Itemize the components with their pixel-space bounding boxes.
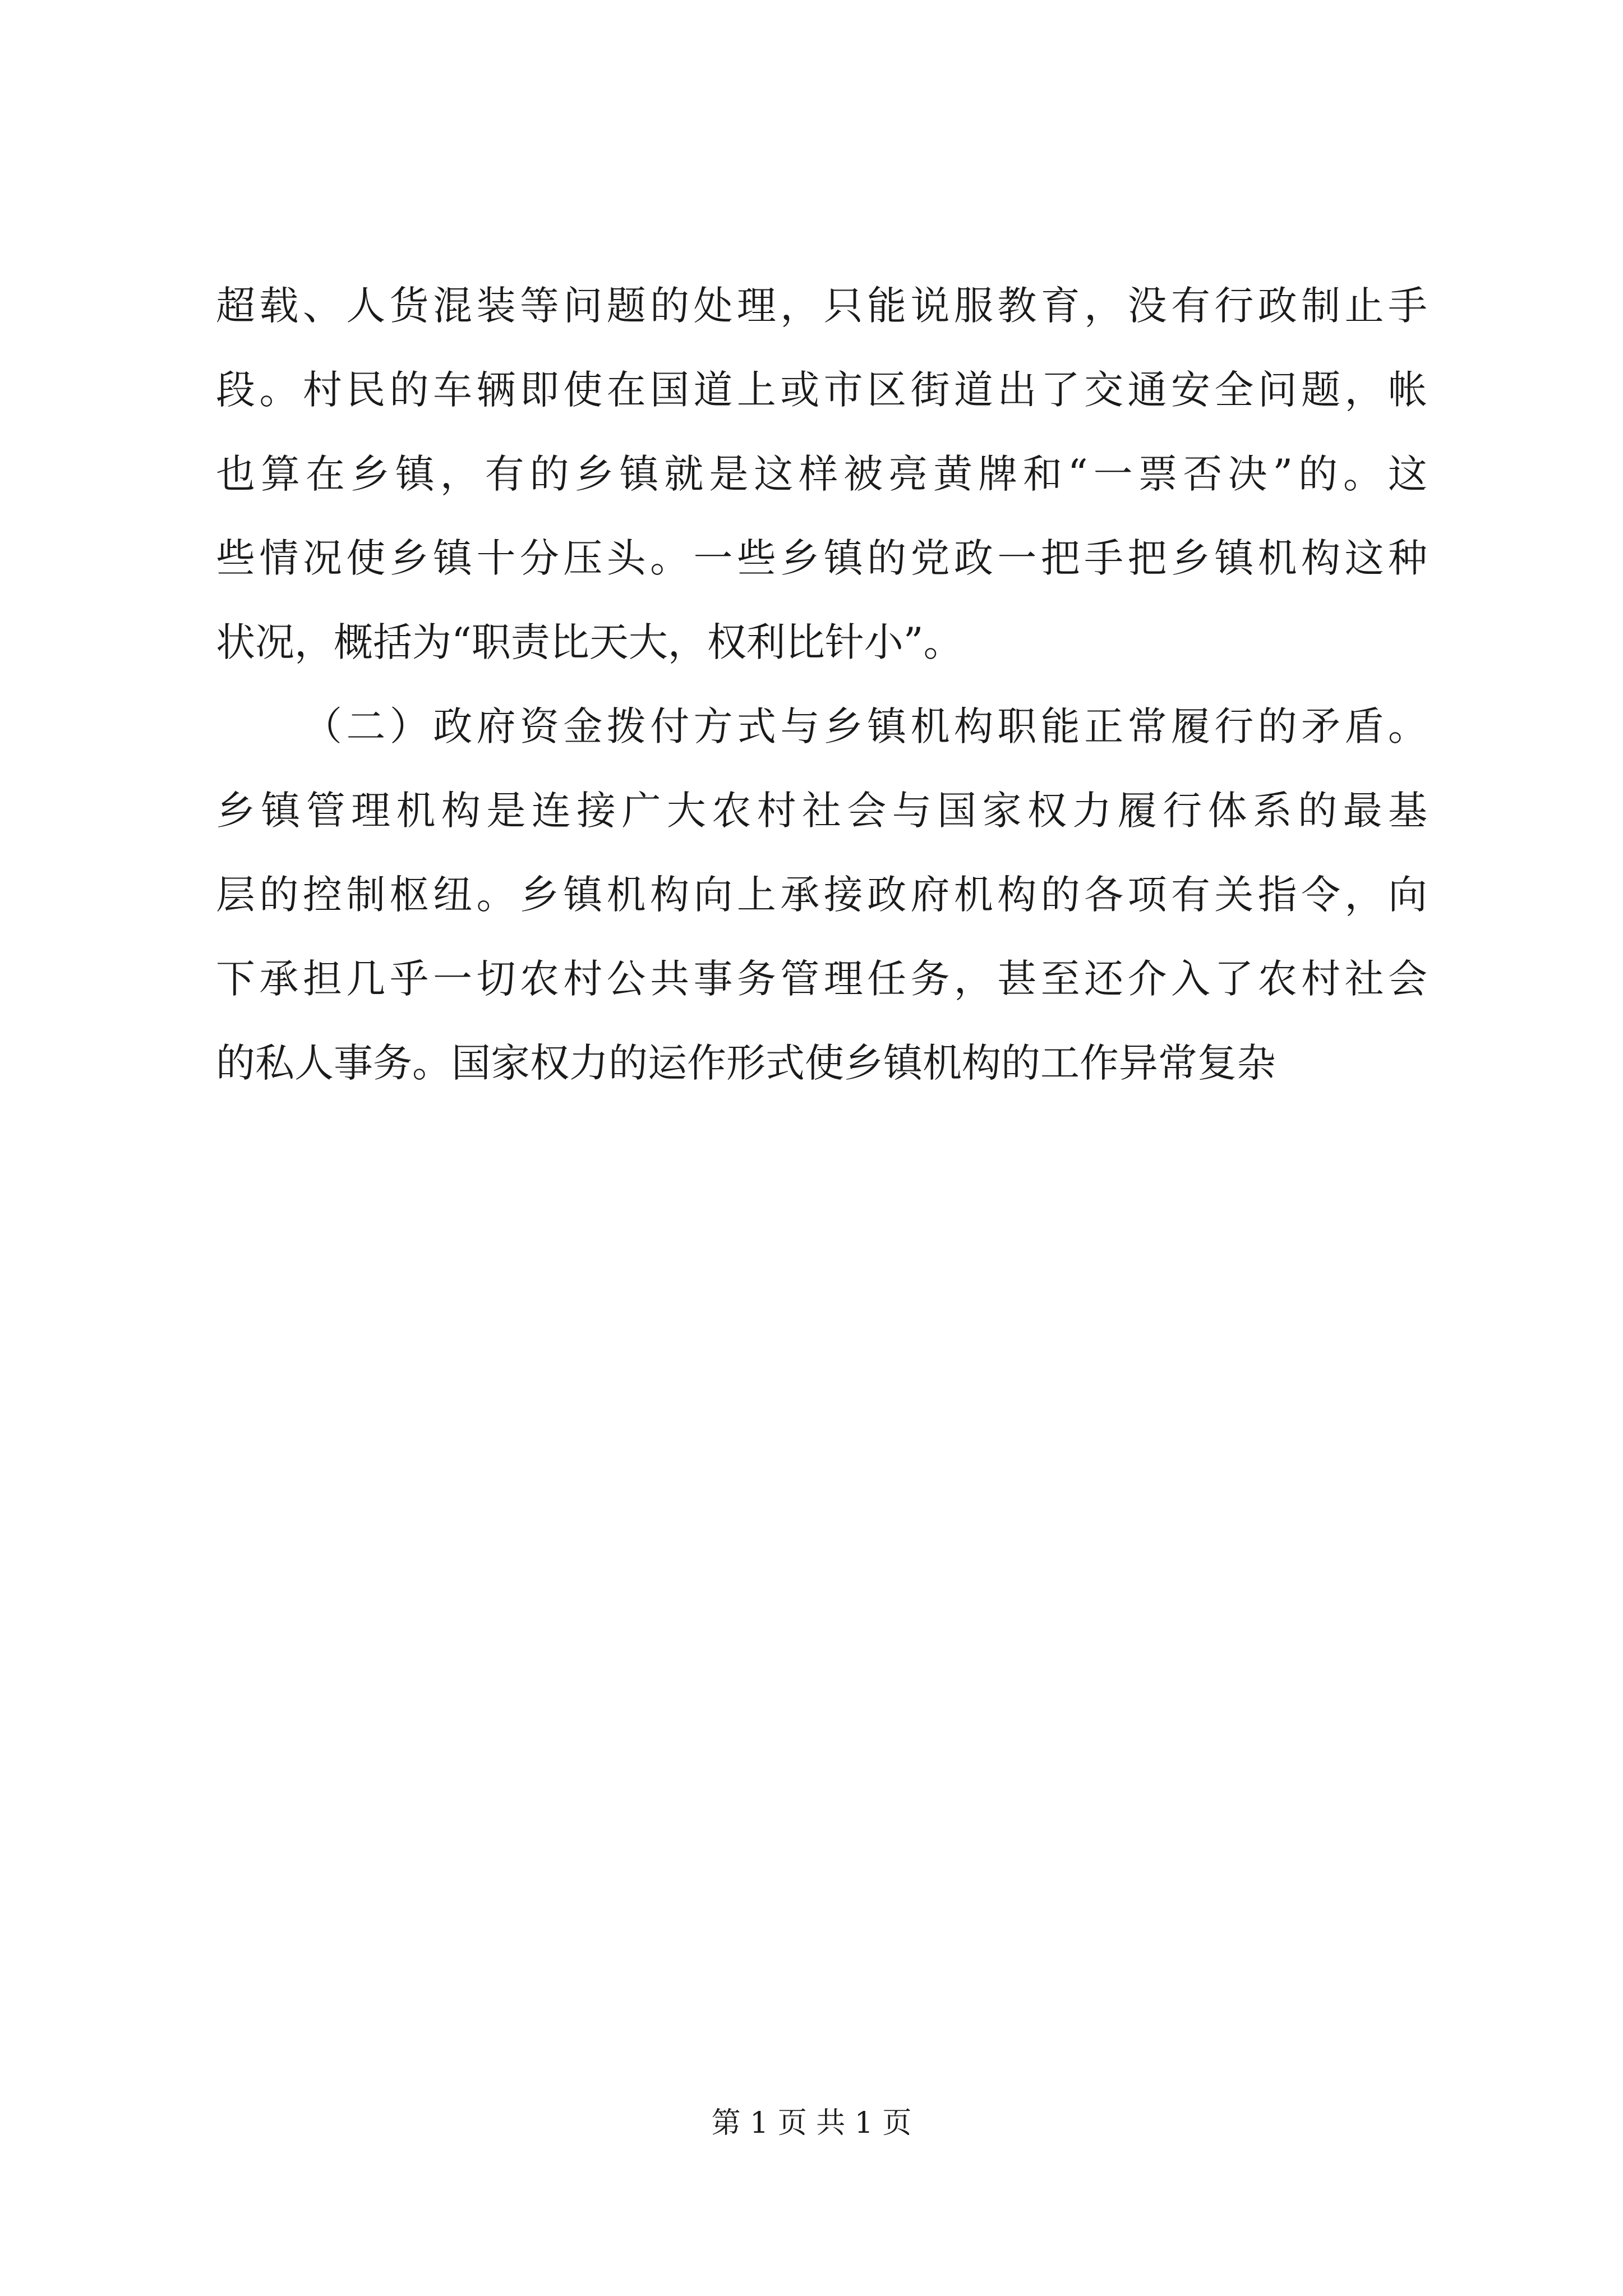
text-line: 乡镇管理机构是连接广大农村社会与国家权力履行体系的最基 [216,788,1427,834]
text-line: 段。村民的车辆即使在国道上或市区街道出了交通安全问题，帐 [216,367,1427,413]
text-line: 也算在乡镇，有的乡镇就是这样被亮黄牌和“一票否决”的。这 [216,451,1427,497]
text-line: 超载、人货混装等问题的处理，只能说服教育，没有行政制止手 [216,283,1427,329]
text-line: 的私人事务。国家权力的运作形式使乡镇机构的工作异常复杂 [216,1040,1276,1086]
page-number-footer: 第 1 页 共 1 页 [711,2106,912,2140]
text-line: 状况，概括为“职责比天大，权利比针小”。 [216,619,963,665]
text-line: 层的控制枢纽。乡镇机构向上承接政府机构的各项有关指令，向 [216,872,1427,918]
text-line: 下承担几乎一切农村公共事务管理任务，甚至还介入了农村社会 [216,956,1427,1002]
text-line: （二）政府资金拨付方式与乡镇机构职能正常履行的矛盾。 [303,703,1427,749]
text-line: 些情况使乡镇十分压头。一些乡镇的党政一把手把乡镇机构这种 [216,535,1427,581]
body-text [216,264,1427,1105]
